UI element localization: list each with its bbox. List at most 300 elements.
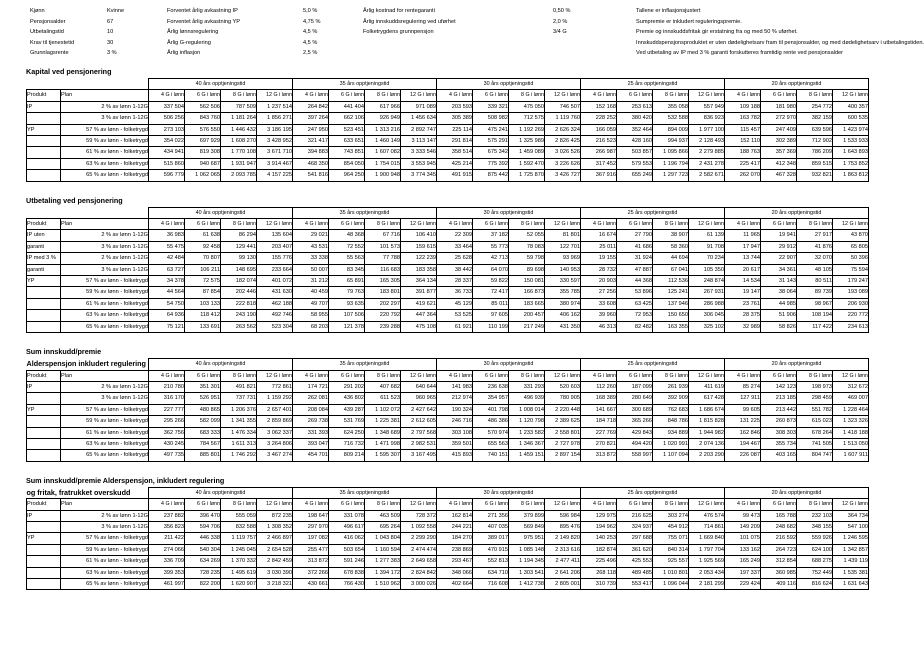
cell-value: 228 252: [581, 113, 617, 124]
cell-value: 152 168: [581, 101, 617, 112]
cell-value: 662 106: [329, 113, 365, 124]
column-header-salary: 6 G i lønn: [617, 499, 653, 510]
cell-value: 2 824 842: [401, 567, 437, 578]
cell-value: 129 441: [221, 241, 257, 252]
cell-value: 430 661: [293, 579, 329, 590]
cell-value: 72 552: [329, 241, 365, 252]
cell-value: 254 772: [797, 101, 833, 112]
cell-value: 634 269: [185, 556, 221, 567]
cell-value: 109 188: [725, 101, 761, 112]
cell-value: 755 071: [653, 533, 689, 544]
cell-value: 262 081: [293, 393, 329, 404]
cell-value: 552 813: [473, 556, 509, 567]
cell-value: 2 805 001: [545, 579, 581, 590]
cell-value: 678 264: [797, 427, 833, 438]
group-header: 40 års opptjeningstid: [149, 207, 293, 218]
assumption-value: 3 %: [107, 50, 117, 57]
cell-value: 1 313 216: [365, 124, 401, 135]
cell-value: 131 225: [725, 416, 761, 427]
cell-value: 183 801: [365, 287, 401, 298]
table-row: [27, 264, 869, 275]
cell-value: 406 162: [545, 310, 581, 321]
cell-value: 2 641 206: [545, 567, 581, 578]
data-table: [26, 78, 869, 182]
cell-value: 97 605: [473, 310, 509, 321]
cell-value: 506 256: [149, 113, 185, 124]
cell-value: 75 121: [149, 321, 185, 332]
table-row: [27, 510, 869, 521]
cell-value: 155 776: [257, 253, 293, 264]
cell-value: 194 962: [581, 521, 617, 532]
cell-value: 72 953: [617, 310, 653, 321]
cell-value: 41 876: [797, 241, 833, 252]
cell-value: 31 212: [293, 276, 329, 287]
cell-value: 38 442: [437, 264, 473, 275]
cell-value: 1 476 334: [221, 427, 257, 438]
cell-value: 491 915: [437, 170, 473, 181]
assumption-label: Utbetalingstid: [30, 29, 64, 36]
cell-value: 362 756: [149, 427, 185, 438]
cell-value: 75 594: [833, 264, 869, 275]
cell-value: 355 058: [653, 101, 689, 112]
cell-produkt: [27, 136, 61, 147]
cell-value: 454 701: [293, 450, 329, 461]
column-header-salary: 6 G i lønn: [761, 370, 797, 381]
cell-value: 44 368: [617, 276, 653, 287]
cell-value: 140 953: [545, 264, 581, 275]
cell-value: 3 062 337: [257, 427, 293, 438]
cell-value: 27 917: [797, 230, 833, 241]
table-row: [27, 124, 869, 135]
column-header-salary: 4 G i lønn: [437, 219, 473, 230]
column-header-salary: 4 G i lønn: [437, 370, 473, 381]
cell-value: 875 442: [473, 170, 509, 181]
cell-value: 193 089: [833, 287, 869, 298]
cell-value: 22 907: [761, 253, 797, 264]
cell-value: 611 523: [365, 393, 401, 404]
cell-value: 140 253: [581, 533, 617, 544]
cell-value: 1 228 464: [833, 404, 869, 415]
cell-value: 520 603: [545, 381, 581, 392]
cell-value: 399 353: [149, 567, 185, 578]
cell-value: 640 644: [401, 381, 437, 392]
cell-value: 428 160: [617, 136, 653, 147]
column-header-salary: 4 G i lønn: [293, 370, 329, 381]
cell-value: 379 899: [509, 510, 545, 521]
cell-value: 1 206 376: [221, 404, 257, 415]
table-row: [27, 438, 869, 449]
cell-value: 297 970: [293, 521, 329, 532]
cell-value: 356 823: [149, 521, 185, 532]
cell-value: 81 801: [545, 230, 581, 241]
cell-value: 1 608 270: [221, 136, 257, 147]
column-header-salary: 8 G i lønn: [509, 499, 545, 510]
assumption-value: 4,75 %: [303, 18, 321, 25]
column-header-salary: 12 G i lønn: [833, 370, 869, 381]
cell-value: 1 370 332: [221, 556, 257, 567]
cell-value: 463 509: [365, 510, 401, 521]
column-header-salary: 4 G i lønn: [149, 90, 185, 101]
cell-value: 1 607 911: [833, 450, 869, 461]
table-row: [27, 450, 869, 461]
cell-value: 555 059: [221, 510, 257, 521]
cell-value: 331 293: [509, 381, 545, 392]
cell-value: 416 062: [329, 533, 365, 544]
column-header-produkt: Produkt: [27, 90, 61, 101]
cell-value: 678 838: [329, 567, 365, 578]
assumption-note: Sumpremie er inkludert reguleringspremie.: [636, 18, 742, 25]
cell-value: 54 750: [149, 298, 185, 309]
cell-produkt: garanti: [27, 264, 61, 275]
cell-value: 33 608: [581, 298, 617, 309]
cell-value: 351 301: [185, 381, 221, 392]
cell-plan: 61 % av lønn - folketrygd: [61, 427, 149, 438]
cell-value: 31 924: [617, 253, 653, 264]
assumption-note: Ved utbetaling av IP med 3 % garanti forskutteres framtidig rente ved pensjonsalder: [636, 50, 844, 57]
cell-plan: 2 % av lønn 1-12G: [61, 510, 149, 521]
cell-value: 50 396: [833, 253, 869, 264]
column-header-salary: 8 G i lønn: [797, 90, 833, 101]
cell-value: 2 657 401: [257, 404, 293, 415]
column-header-salary: 6 G i lønn: [617, 219, 653, 230]
cell-value: 454 912: [653, 521, 689, 532]
assumption-row: [167, 17, 363, 28]
cell-value: 832 588: [221, 521, 257, 532]
column-header-salary: 12 G i lønn: [689, 370, 725, 381]
cell-value: 331 393: [293, 427, 329, 438]
data-table: [26, 358, 869, 462]
cell-plan: 59 % av lønn - folketrygd: [61, 544, 149, 555]
cell-value: 70 807: [185, 253, 221, 264]
cell-value: 494 420: [617, 438, 653, 449]
cell-value: 894 009: [653, 124, 689, 135]
cell-plan: 59 % av lønn - folketrygd: [61, 287, 149, 298]
cell-value: 305 389: [437, 113, 473, 124]
cell-value: 28 732: [581, 264, 617, 275]
cell-value: 325 102: [689, 321, 725, 332]
cell-value: 270 821: [581, 438, 617, 449]
cell-value: 617 428: [689, 393, 725, 404]
cell-value: 492 746: [257, 310, 293, 321]
cell-value: 179 247: [833, 276, 869, 287]
cell-value: 695 264: [365, 521, 401, 532]
cell-value: 1 770 108: [221, 147, 257, 158]
cell-value: 1 611 313: [221, 438, 257, 449]
cell-value: 31 143: [761, 276, 797, 287]
cell-plan: 63 % av lønn - folketrygd: [61, 567, 149, 578]
cell-value: 293 467: [437, 556, 473, 567]
table-row: [27, 567, 869, 578]
cell-value: 184 718: [581, 416, 617, 427]
cell-value: 497 735: [149, 450, 185, 461]
cell-value: 29 021: [293, 230, 329, 241]
cell-value: 2 313 616: [545, 544, 581, 555]
cell-value: 310 739: [581, 579, 617, 590]
cell-value: 20 903: [581, 276, 617, 287]
cell-value: 1 085 148: [509, 544, 545, 555]
cell-value: 38 064: [761, 287, 797, 298]
cell-value: 1 725 870: [509, 170, 545, 181]
cell-value: 365 266: [617, 416, 653, 427]
assumption-row: [363, 6, 636, 17]
column-header-salary: 4 G i lønn: [149, 219, 185, 230]
cell-value: 312 854: [761, 556, 797, 567]
cell-value: 960 965: [401, 393, 437, 404]
group-header: 40 års opptjeningstid: [149, 359, 293, 370]
cell-value: 267 931: [689, 287, 725, 298]
cell-value: 1 181 264: [221, 113, 257, 124]
cell-value: 964 250: [329, 170, 365, 181]
assumption-label: Kjønn: [30, 8, 45, 14]
cell-value: 37 182: [473, 230, 509, 241]
cell-produkt: [27, 416, 61, 427]
assumption-value: 5,0 %: [303, 8, 318, 14]
cell-plan: 2 % av lønn 1-12G: [61, 381, 149, 392]
cell-produkt: [27, 298, 61, 309]
cell-value: 639 596: [797, 124, 833, 135]
group-header: 40 års opptjeningstid: [149, 487, 293, 498]
cell-value: 163 782: [725, 113, 761, 124]
cell-value: 165 305: [365, 276, 401, 287]
cell-value: 248 874: [689, 276, 725, 287]
cell-value: 562 506: [185, 101, 221, 112]
cell-plan: 3 % av lønn 1-12G: [61, 113, 149, 124]
column-header-plan: Plan: [61, 90, 149, 101]
cell-value: 38 907: [653, 230, 689, 241]
column-header-salary: 12 G i lønn: [401, 499, 437, 510]
cell-produkt: [27, 287, 61, 298]
cell-value: 1 944 982: [689, 427, 725, 438]
cell-value: 112 260: [581, 381, 617, 392]
cell-value: 1 119 760: [545, 113, 581, 124]
cell-value: 772 861: [257, 381, 293, 392]
cell-value: 174 721: [293, 381, 329, 392]
cell-value: 238 869: [437, 544, 473, 555]
cell-value: 1 010 801: [653, 567, 689, 578]
cell-value: 159 615: [401, 241, 437, 252]
cell-value: 843 760: [185, 113, 221, 124]
cell-value: 106 211: [185, 264, 221, 275]
cell-value: 2 220 448: [545, 404, 581, 415]
cell-value: 596 779: [149, 170, 185, 181]
cell-value: 475 050: [509, 101, 545, 112]
cell-value: 25 011: [581, 241, 617, 252]
cell-value: 89 739: [797, 287, 833, 298]
cell-value: 122 701: [545, 241, 581, 252]
cell-value: 3 218 321: [257, 579, 293, 590]
group-header: 20 års opptjeningstid: [725, 78, 869, 89]
cell-value: 28 375: [725, 310, 761, 321]
column-header-salary: 8 G i lønn: [797, 499, 833, 510]
assumption-label: Årlig innskuddsregulering ved uførhet: [363, 18, 456, 25]
cell-value: 741 505: [797, 438, 833, 449]
cell-value: 79 763: [329, 287, 365, 298]
cell-value: 190 324: [437, 404, 473, 415]
cell-value: 22 309: [437, 230, 473, 241]
cell-value: 336 709: [149, 556, 185, 567]
cell-value: 25 628: [437, 253, 473, 264]
cell-value: 1 592 470: [509, 158, 545, 169]
cell-value: 396 470: [185, 510, 221, 521]
cell-value: 348 155: [797, 521, 833, 532]
cell-value: 975 951: [509, 533, 545, 544]
group-header: 40 års opptjeningstid: [149, 78, 293, 89]
cell-value: 358 514: [437, 147, 473, 158]
cell-value: 716 732: [329, 438, 365, 449]
cell-value: 1 459 151: [509, 450, 545, 461]
cell-value: 712 902: [797, 136, 833, 147]
cell-value: 476 574: [689, 510, 725, 521]
cell-value: 1 120 798: [509, 416, 545, 427]
cell-value: 2 203 290: [689, 450, 725, 461]
cell-value: 1 513 050: [833, 438, 869, 449]
cell-value: 220 772: [833, 310, 869, 321]
cell-produkt: IP med 3 %: [27, 253, 61, 264]
cell-value: 64 936: [149, 310, 185, 321]
cell-value: 1 020 991: [653, 438, 689, 449]
cell-value: 431 630: [257, 287, 293, 298]
cell-value: 655 249: [617, 170, 653, 181]
cell-value: 1 815 828: [689, 416, 725, 427]
table-title-group: [26, 474, 924, 487]
cell-produkt: YP: [27, 124, 61, 135]
cell-produkt: [27, 579, 61, 590]
table-row: [27, 416, 869, 427]
column-header-salary: 8 G i lønn: [365, 219, 401, 230]
cell-value: 236 638: [473, 381, 509, 392]
cell-value: 2 431 278: [689, 158, 725, 169]
cell-value: 496 617: [329, 521, 365, 532]
column-header-salary: 6 G i lønn: [329, 370, 365, 381]
cell-plan: 57 % av lønn - folketrygd: [61, 404, 149, 415]
cell-value: 2 612 605: [401, 416, 437, 427]
cell-value: 78 083: [509, 241, 545, 252]
cell-value: 367 916: [581, 170, 617, 181]
cell-value: 27 790: [617, 230, 653, 241]
cell-value: 467 328: [761, 170, 797, 181]
assumptions-notes: [636, 6, 924, 59]
cell-value: 393 047: [293, 438, 329, 449]
cell-value: 508 982: [473, 113, 509, 124]
cell-value: 359 501: [437, 438, 473, 449]
cell-value: 264 723: [761, 544, 797, 555]
cell-produkt: [27, 438, 61, 449]
table-title-group: [26, 194, 924, 207]
cell-value: 247 950: [293, 124, 329, 135]
cell-value: 133 691: [185, 321, 221, 332]
group-header: 25 års opptjeningstid: [581, 78, 725, 89]
cell-value: 272 970: [761, 113, 797, 124]
cell-value: 42 713: [473, 253, 509, 264]
cell-value: 19 147: [725, 287, 761, 298]
cell-value: 804 747: [797, 450, 833, 461]
cell-value: 3 333 546: [401, 147, 437, 158]
cell-value: 317 452: [581, 158, 617, 169]
table-title: Sum innskudd/premie Alderspensjon, inkludert regulering: [26, 475, 225, 485]
assumption-label: Forventet årlig avkastning IP: [167, 8, 238, 14]
cell-value: 1 325 989: [509, 136, 545, 147]
cell-value: 337 504: [149, 101, 185, 112]
cell-value: 47 887: [617, 264, 653, 275]
cell-value: 2 474 474: [401, 544, 437, 555]
cell-value: 2 149 820: [545, 533, 581, 544]
cell-value: 716 608: [473, 579, 509, 590]
column-header-salary: 12 G i lønn: [257, 370, 293, 381]
cell-value: 89 698: [509, 264, 545, 275]
cell-value: 540 304: [185, 544, 221, 555]
cell-value: 271 356: [473, 510, 509, 521]
assumption-value: 4,5 %: [303, 29, 318, 36]
cell-value: 202 297: [365, 298, 401, 309]
assumption-value: 0,50 %: [553, 8, 571, 14]
cell-value: 2 797 568: [401, 427, 437, 438]
column-header-salary: 6 G i lønn: [185, 499, 221, 510]
cell-value: 407 035: [473, 521, 509, 532]
column-header-salary: 12 G i lønn: [689, 219, 725, 230]
cell-value: 2 626 324: [545, 124, 581, 135]
cell-value: 401 072: [257, 276, 293, 287]
group-header: 20 års opptjeningstid: [725, 487, 869, 498]
assumption-value: 3/4 G: [553, 29, 567, 36]
cell-value: 67 716: [365, 230, 401, 241]
cell-value: 121 378: [329, 321, 365, 332]
cell-value: 183 358: [401, 264, 437, 275]
cell-value: 67 041: [653, 264, 689, 275]
cell-plan: 63 % av lønn - folketrygd: [61, 158, 149, 169]
cell-value: 480 865: [185, 404, 221, 415]
cell-value: 313 872: [581, 450, 617, 461]
cell-value: 1 308 352: [257, 521, 293, 532]
table-subtitle: [27, 207, 149, 218]
cell-value: 44 985: [761, 298, 797, 309]
cell-value: 269 738: [293, 416, 329, 427]
table-row: [27, 276, 869, 287]
group-header: 20 års opptjeningstid: [725, 359, 869, 370]
cell-value: 1 192 269: [509, 124, 545, 135]
column-header-salary: 8 G i lønn: [653, 219, 689, 230]
assumption-value: 67: [107, 18, 114, 25]
cell-value: 4 157 225: [257, 170, 293, 181]
cell-value: 594 706: [185, 521, 221, 532]
table-row: [27, 113, 869, 124]
cell-value: 1 439 119: [833, 556, 869, 567]
cell-value: 40 459: [293, 287, 329, 298]
cell-value: 531 769: [329, 416, 365, 427]
cell-value: 181 980: [761, 101, 797, 112]
cell-plan: 61 % av lønn - folketrygd: [61, 147, 149, 158]
cell-value: 339 321: [473, 101, 509, 112]
cell-value: 64 070: [473, 264, 509, 275]
cell-value: 809 214: [329, 450, 365, 461]
cell-value: 274 066: [149, 544, 185, 555]
assumption-value: 30: [107, 39, 114, 46]
cell-produkt: [27, 521, 61, 532]
cell-value: 2 389 625: [545, 416, 581, 427]
assumption-label: Årlig inflasjon: [167, 50, 201, 57]
assumptions-column-1: [30, 6, 167, 59]
cell-value: 503 857: [617, 147, 653, 158]
cell-produkt: [27, 113, 61, 124]
cell-value: 93 635: [329, 298, 365, 309]
table-row: [27, 521, 869, 532]
cell-value: 280 649: [617, 393, 653, 404]
cell-value: 217 249: [509, 321, 545, 332]
cell-value: 1 323 326: [833, 416, 869, 427]
cell-value: 197 082: [293, 533, 329, 544]
cell-value: 213 442: [761, 404, 797, 415]
cell-value: 1 620 907: [221, 579, 257, 590]
cell-value: 848 786: [653, 416, 689, 427]
